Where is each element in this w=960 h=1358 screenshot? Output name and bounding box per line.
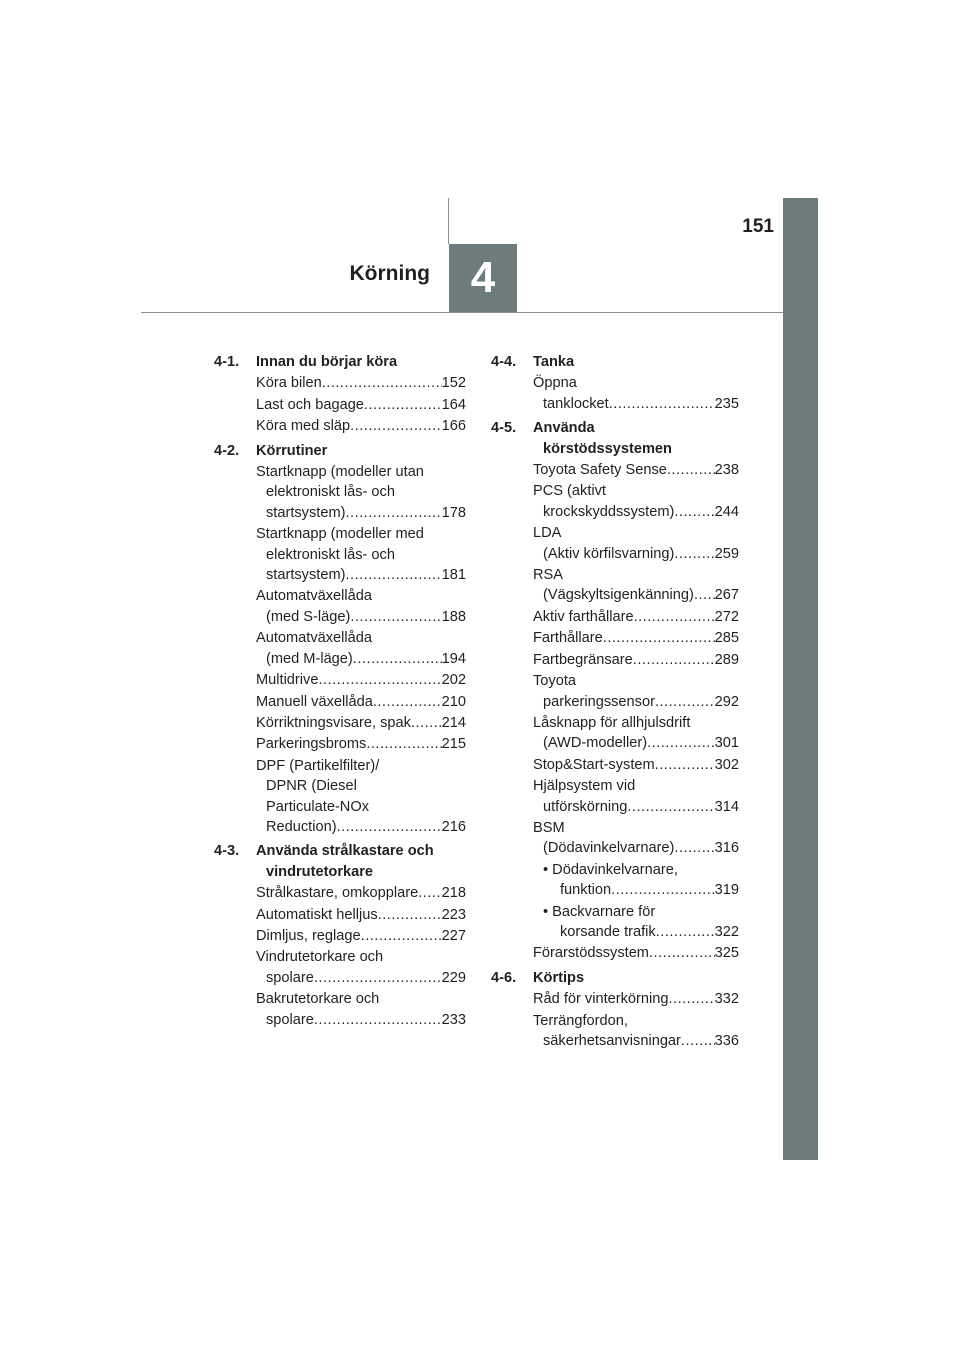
leader-dots xyxy=(668,989,714,1009)
entry-text: Farthållare xyxy=(533,630,603,647)
toc-section-4-1 xyxy=(214,352,466,437)
toc-entry[interactable] xyxy=(533,650,739,670)
toc-entry[interactable] xyxy=(256,756,466,838)
entry-text: (Vägskyltsigenkänning) xyxy=(543,587,694,604)
entry-page: 227 xyxy=(441,927,466,944)
entry-page: 302 xyxy=(714,756,739,773)
entry-text: Manuell växellåda xyxy=(256,693,373,710)
entry-page: 238 xyxy=(714,462,739,479)
entry-text: Parkeringsbroms xyxy=(256,736,367,753)
entry-page: 322 xyxy=(714,923,739,940)
entry-text: säkerhetsanvisningar xyxy=(543,1033,681,1049)
section-title: körstödssystemen xyxy=(543,440,672,457)
entry-page: 181 xyxy=(441,567,466,584)
leader-dots xyxy=(361,926,442,946)
toc-entry[interactable] xyxy=(256,462,466,523)
entry-text: Vindrutetorkare och xyxy=(256,949,384,966)
entry-text: (Aktiv körfilsvarning) xyxy=(543,545,675,562)
leader-dots xyxy=(337,817,442,837)
leader-dots xyxy=(314,1010,442,1030)
leader-dots xyxy=(655,692,715,712)
toc-entry[interactable] xyxy=(533,713,739,754)
header-vertical-rule xyxy=(448,198,449,244)
entry-text: korsande trafik xyxy=(560,923,656,940)
entry-page: 336 xyxy=(714,1033,739,1049)
section-title: Innan du börjar köra xyxy=(256,354,398,370)
leader-dots xyxy=(373,692,442,712)
entry-text: LDA xyxy=(533,525,562,542)
leader-dots xyxy=(647,733,715,753)
section-number: 4-4. xyxy=(491,354,517,370)
chapter-number-box: 4 xyxy=(449,244,517,312)
toc-section-4-5 xyxy=(491,418,739,964)
entry-page: 218 xyxy=(441,885,466,902)
entry-page: 316 xyxy=(714,840,739,857)
entry-text: spolare xyxy=(266,1011,314,1028)
toc-section-4-6 xyxy=(491,968,739,1052)
leader-dots xyxy=(418,883,441,903)
section-title: Tanka xyxy=(533,354,575,370)
entry-page: 314 xyxy=(714,798,739,815)
entry-text: (med M-läge) xyxy=(266,650,353,667)
leader-dots xyxy=(314,968,442,988)
toc-entry[interactable] xyxy=(533,989,739,1009)
entry-page: 267 xyxy=(714,587,739,604)
entry-text: BSM xyxy=(533,819,565,836)
entry-page: 214 xyxy=(441,714,466,731)
entry-text: Köra med släp xyxy=(256,418,351,435)
leader-dots xyxy=(345,503,441,523)
leader-dots xyxy=(674,838,714,858)
entry-page: 166 xyxy=(441,418,466,435)
entry-text: RSA xyxy=(533,567,564,584)
leader-dots xyxy=(674,502,714,522)
entry-text: utförskörning xyxy=(543,798,628,815)
entry-text: Stop&Start-system xyxy=(533,756,655,773)
toc-entry[interactable] xyxy=(533,460,739,480)
entry-text: (med S-läge) xyxy=(266,608,351,625)
entry-text: krockskyddssystem) xyxy=(543,503,675,520)
leader-dots xyxy=(378,905,442,925)
toc-entry[interactable] xyxy=(256,628,466,669)
entry-page: 210 xyxy=(441,693,466,710)
toc-entry[interactable] xyxy=(256,713,466,733)
leader-dots xyxy=(634,607,715,627)
entry-text: Toyota xyxy=(533,673,576,690)
entry-text: DPF (Partikelfilter)/ xyxy=(256,757,380,774)
entry-text: startsystem) xyxy=(266,567,346,584)
leader-dots xyxy=(611,880,715,900)
leader-dots xyxy=(609,394,715,414)
entry-text: Dimljus, reglage xyxy=(256,927,361,944)
entry-text: startsystem) xyxy=(266,504,346,521)
toc-entry[interactable] xyxy=(256,692,466,712)
entry-text: Automatväxellåda xyxy=(256,588,373,605)
entry-text: spolare xyxy=(266,969,314,986)
toc-entry[interactable] xyxy=(533,671,739,712)
toc-section-4-2 xyxy=(214,441,466,838)
page-number: 151 xyxy=(742,216,774,237)
entry-text: funktion xyxy=(560,882,612,899)
entry-page: 229 xyxy=(441,969,466,986)
toc-right-column xyxy=(491,352,739,1055)
toc-entry[interactable] xyxy=(533,607,739,627)
toc-entry-bullet[interactable] xyxy=(543,902,739,943)
toc-entry[interactable] xyxy=(533,755,739,775)
section-title: vindrutetorkare xyxy=(266,863,374,880)
entry-text: elektroniskt lås- och xyxy=(266,484,395,501)
entry-text: parkeringssensor xyxy=(543,693,655,710)
toc-entry[interactable] xyxy=(256,926,466,946)
entry-page: 244 xyxy=(714,503,739,520)
entry-page: 223 xyxy=(441,906,466,923)
leader-dots xyxy=(649,943,715,963)
section-title: Använda xyxy=(533,420,595,437)
entry-text: Fartbegränsare xyxy=(533,651,633,668)
toc-entry-bullet[interactable] xyxy=(543,860,739,901)
entry-text: • Backvarnare för xyxy=(543,903,656,920)
entry-text: Reduction) xyxy=(266,818,337,835)
leader-dots xyxy=(411,713,442,733)
section-title: Körrutiner xyxy=(256,442,328,459)
leader-dots xyxy=(681,1031,715,1051)
entry-text: tanklocket xyxy=(543,395,609,412)
entry-text: elektroniskt lås- och xyxy=(266,546,395,563)
toc-section-4-3 xyxy=(214,841,466,1030)
leader-dots xyxy=(633,650,715,670)
toc-entry[interactable] xyxy=(256,524,466,585)
entry-page: 235 xyxy=(714,395,739,412)
toc-entry[interactable] xyxy=(256,883,466,903)
entry-text: • Dödavinkelvarnare, xyxy=(543,861,678,878)
toc-entry[interactable] xyxy=(256,586,466,627)
leader-dots xyxy=(667,460,715,480)
entry-text: Körriktningsvisare, spak xyxy=(256,714,411,731)
entry-page: 194 xyxy=(441,650,466,667)
entry-text: Strålkastare, omkopplare xyxy=(256,885,419,902)
entry-page: 188 xyxy=(441,608,466,625)
entry-text: Råd för vinterkörning xyxy=(533,991,669,1008)
toc-entry[interactable] xyxy=(256,373,466,393)
toc-entry[interactable] xyxy=(256,947,466,988)
entry-page: 152 xyxy=(441,375,466,392)
leader-dots xyxy=(318,670,441,690)
entry-text: Terrängfordon, xyxy=(533,1012,628,1029)
entry-page: 301 xyxy=(714,735,739,752)
leader-dots xyxy=(322,373,442,393)
toc-entry[interactable] xyxy=(533,943,739,963)
entry-text: Öppna xyxy=(533,375,577,392)
section-number: 4-3. xyxy=(214,843,240,860)
toc-entry[interactable] xyxy=(533,776,739,817)
section-number: 4-1. xyxy=(214,354,240,370)
toc-entry[interactable] xyxy=(256,989,466,1030)
toc-entry[interactable] xyxy=(256,734,466,754)
entry-text: Particulate-NOx xyxy=(266,798,369,815)
chapter-side-tab xyxy=(783,198,818,1160)
section-number: 4-5. xyxy=(491,420,517,437)
entry-text: Bakrutetorkare och xyxy=(256,991,380,1008)
toc-entry[interactable] xyxy=(533,818,739,859)
entry-page: 325 xyxy=(714,945,739,962)
entry-text: Låsknapp för allhjulsdrift xyxy=(533,714,691,731)
entry-page: 215 xyxy=(441,736,466,753)
toc-entry[interactable] xyxy=(533,523,739,564)
toc-entry[interactable] xyxy=(533,628,739,648)
entry-text: PCS (aktivt xyxy=(533,483,606,500)
leader-dots xyxy=(353,649,442,669)
toc-entry[interactable] xyxy=(533,373,739,414)
leader-dots xyxy=(656,922,715,942)
leader-dots xyxy=(674,544,714,564)
entry-text: Toyota Safety Sense xyxy=(533,462,667,479)
entry-text: Startknapp (modeller utan xyxy=(256,464,424,481)
toc-entry[interactable] xyxy=(533,481,739,522)
section-number: 4-2. xyxy=(214,442,240,459)
entry-page: 289 xyxy=(714,651,739,668)
entry-text: Köra bilen xyxy=(256,375,322,392)
entry-page: 332 xyxy=(714,991,739,1008)
entry-text: Hjälpsystem vid xyxy=(533,778,636,795)
entry-page: 319 xyxy=(714,882,739,899)
chapter-title: Körning xyxy=(349,262,430,285)
leader-dots xyxy=(366,734,441,754)
toc-entry[interactable] xyxy=(256,670,466,690)
toc-left-column xyxy=(214,352,466,1034)
entry-text: Automatväxellåda xyxy=(256,630,373,647)
entry-page: 216 xyxy=(441,818,466,835)
toc-entry[interactable] xyxy=(256,416,466,436)
entry-page: 292 xyxy=(714,693,739,710)
leader-dots xyxy=(627,797,714,817)
entry-text: (AWD-modeller) xyxy=(543,735,648,752)
entry-text: Automatiskt helljus xyxy=(256,906,378,923)
entry-text: DPNR (Diesel xyxy=(266,778,357,795)
leader-dots xyxy=(694,585,715,605)
toc-entry[interactable] xyxy=(256,905,466,925)
entry-text: (Dödavinkelvarnare) xyxy=(543,840,675,857)
entry-text: Last och bagage xyxy=(256,396,364,413)
toc-entry[interactable] xyxy=(533,1011,739,1052)
entry-page: 259 xyxy=(714,545,739,562)
toc-entry[interactable] xyxy=(256,395,466,415)
entry-page: 202 xyxy=(441,672,466,689)
entry-page: 285 xyxy=(714,630,739,647)
entry-text: Aktiv farthållare xyxy=(533,608,634,625)
leader-dots xyxy=(364,395,442,415)
leader-dots xyxy=(350,416,442,436)
entry-page: 178 xyxy=(441,504,466,521)
entry-text: Multidrive xyxy=(256,672,319,689)
toc-section-4-4 xyxy=(491,352,739,414)
section-title: Körtips xyxy=(533,969,585,986)
section-number: 4-6. xyxy=(491,969,517,986)
entry-page: 164 xyxy=(441,396,466,413)
entry-page: 272 xyxy=(714,608,739,625)
entry-text: Startknapp (modeller med xyxy=(256,526,424,543)
entry-page: 233 xyxy=(441,1011,466,1028)
header-horizontal-rule xyxy=(141,312,783,313)
leader-dots xyxy=(345,565,441,585)
toc-entry[interactable] xyxy=(533,565,739,606)
leader-dots xyxy=(603,628,715,648)
entry-text: Förarstödssystem xyxy=(533,945,649,962)
leader-dots xyxy=(655,755,715,775)
section-title: Använda strålkastare och xyxy=(256,843,434,860)
leader-dots xyxy=(350,607,441,627)
